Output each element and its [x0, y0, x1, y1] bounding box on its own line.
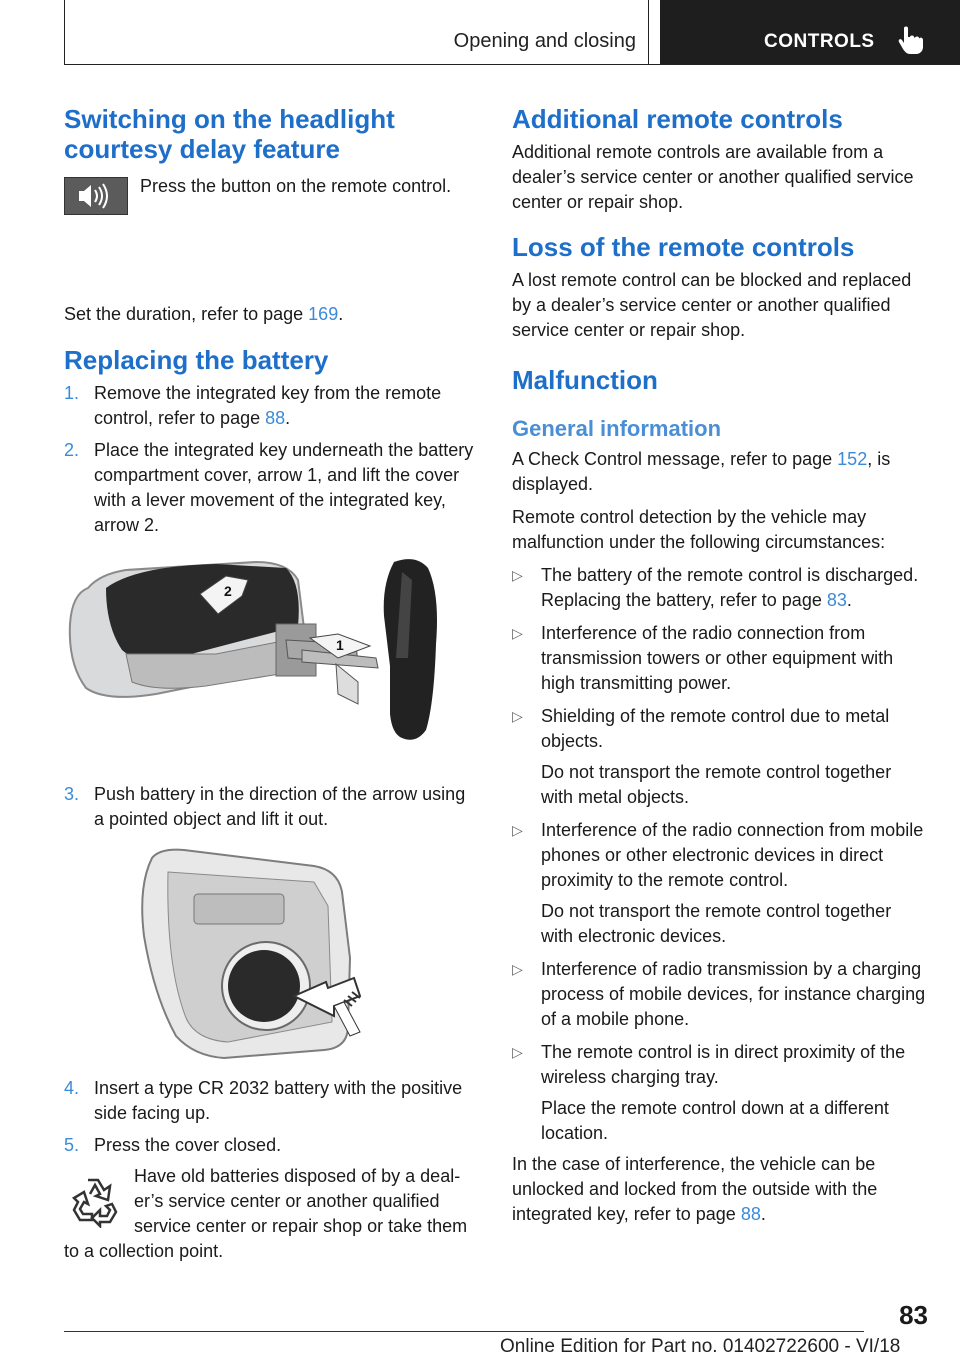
speaker-button-icon — [64, 177, 128, 215]
step-number: 2. — [64, 440, 80, 460]
bullet-text: Interference of radio transmission by a charging process of mobile devices, for instance charging of a mobile phone. — [541, 959, 926, 1029]
closing-suffix: . — [760, 1204, 766, 1224]
duration-prefix: Set the duration, refer to page — [64, 304, 309, 324]
duration-text — [64, 302, 476, 327]
page-link-88[interactable]: 88 — [265, 408, 286, 428]
page-number: 83 — [899, 1300, 928, 1330]
recycle-text: Have old batteries disposed of by a dealer’s service center or another qualified service center or repair shop or take them to a collection point. — [64, 1166, 468, 1261]
left-column — [64, 100, 476, 1264]
list-item — [512, 1040, 926, 1146]
battery-steps-list-2 — [64, 782, 476, 832]
header-tab — [64, 0, 649, 64]
key-insertion-illustration — [64, 554, 476, 782]
list-item — [512, 818, 926, 949]
step-number: 1. — [64, 383, 80, 403]
check-suffix: , is displayed. — [512, 449, 891, 494]
list-item — [64, 381, 476, 431]
step-number: 4. — [64, 1078, 80, 1098]
recycle-icon — [68, 1172, 122, 1228]
bullet-note: Do not transport the remote control together with electronic devices. — [541, 901, 892, 946]
arrow-label-2: 2 — [224, 583, 232, 599]
additional-remote-text: Additional remote controls are available from a dealer’s service center or another qualified service center or repair shop. — [512, 142, 914, 212]
additional-remote-title: Additional remote controls — [512, 104, 843, 134]
list-item — [64, 438, 476, 538]
step-text: Remove the integrated key from the remote control, refer to page — [94, 383, 442, 428]
header-chapter-title: CONTROLS — [764, 31, 875, 52]
step-text: Push battery in the direction of the arrow using a pointed object and lift it out. — [94, 784, 466, 829]
list-item — [64, 1076, 476, 1126]
malfunction-title: Malfunction — [512, 365, 658, 395]
triangle-bullet-icon: ▷ — [512, 625, 523, 641]
step-number: 3. — [64, 784, 80, 804]
battery-removal-illustration — [64, 846, 476, 1072]
general-information-title: General information — [512, 416, 722, 441]
bullet-text: Shielding of the remote control due to metal objects. — [541, 706, 890, 751]
header-section-title: Opening and closing — [453, 30, 636, 52]
step-text: Insert a type CR 2032 battery with the positive side facing up. — [94, 1078, 463, 1123]
page-link-83[interactable]: 83 — [826, 590, 847, 610]
triangle-bullet-icon: ▷ — [512, 961, 523, 977]
press-button-text: Press the button on the remote control. — [140, 176, 452, 196]
loss-remote-text: A lost remote control can be blocked and replaced by a dealer’s service center or another qualified service center or repair shop. — [512, 270, 912, 340]
triangle-bullet-icon: ▷ — [512, 708, 523, 724]
recycle-note — [64, 1164, 476, 1264]
footer-rule — [64, 1331, 864, 1332]
bullet-text: The battery of the remote control is discharged. Replacing the battery, refer to page — [541, 565, 919, 610]
page-link-169[interactable]: 169 — [308, 304, 339, 324]
battery-steps-list — [64, 381, 476, 538]
bullet-text: Interference of the radio connection from mobile phones or other electronic devices in direct proximity to the remote control. — [541, 820, 924, 890]
bullet-note: Do not transport the remote control together with metal objects. — [541, 762, 892, 807]
step-number: 5. — [64, 1135, 80, 1155]
list-item — [512, 563, 926, 613]
triangle-bullet-icon: ▷ — [512, 1044, 523, 1060]
header-chapter-block — [660, 0, 960, 64]
battery-steps-list-3 — [64, 1076, 476, 1158]
hand-pointer-icon — [898, 26, 924, 54]
closing-text — [512, 1152, 926, 1227]
header-rule — [64, 64, 960, 65]
list-item — [64, 782, 476, 832]
check-control-text — [512, 447, 926, 497]
step-suffix: . — [285, 408, 291, 428]
loss-remote-title: Loss of the remote controls — [512, 232, 855, 262]
courtesy-delay-title: Switching on the headlight courtesy delay feature — [64, 104, 395, 164]
bullet-note: Place the remote control down at a different location. — [541, 1098, 889, 1143]
triangle-bullet-icon: ▷ — [512, 822, 523, 838]
bullet-text: The remote control is in direct proximity of the wireless charging tray. — [541, 1042, 906, 1087]
closing-prefix: In the case of interference, the vehicle can be unlocked and locked from the outside with the integrated key, refer to page — [512, 1154, 878, 1224]
page-link-88-right[interactable]: 88 — [740, 1204, 761, 1224]
bullet-suffix: . — [846, 590, 852, 610]
check-prefix: A Check Control message, refer to page — [512, 449, 838, 469]
footer-edition: Online Edition for Part no. 01402722600 - VI/18 — [500, 1336, 901, 1357]
right-column — [512, 100, 926, 1227]
list-item — [512, 621, 926, 696]
press-button-row — [64, 174, 476, 240]
list-item — [64, 1133, 476, 1158]
step-text: Press the cover closed. — [94, 1135, 282, 1155]
detection-text: Remote control detection by the vehicle may malfunction under the following circumstances: — [512, 507, 886, 552]
circumstances-list — [512, 563, 926, 1146]
triangle-bullet-icon: ▷ — [512, 567, 523, 583]
bullet-text: Interference of the radio connection from transmission towers or other equipment with high transmitting power. — [541, 623, 894, 693]
list-item — [512, 957, 926, 1032]
list-item — [512, 704, 926, 810]
arrow-label-1: 1 — [336, 637, 344, 653]
replacing-battery-title: Replacing the battery — [64, 345, 329, 375]
step-text: Place the integrated key underneath the battery compartment cover, arrow 1, and lift the cover with a lever movement of the integrated key, arrow 2. — [94, 440, 474, 535]
duration-suffix: . — [338, 304, 344, 324]
page-link-152[interactable]: 152 — [837, 449, 868, 469]
